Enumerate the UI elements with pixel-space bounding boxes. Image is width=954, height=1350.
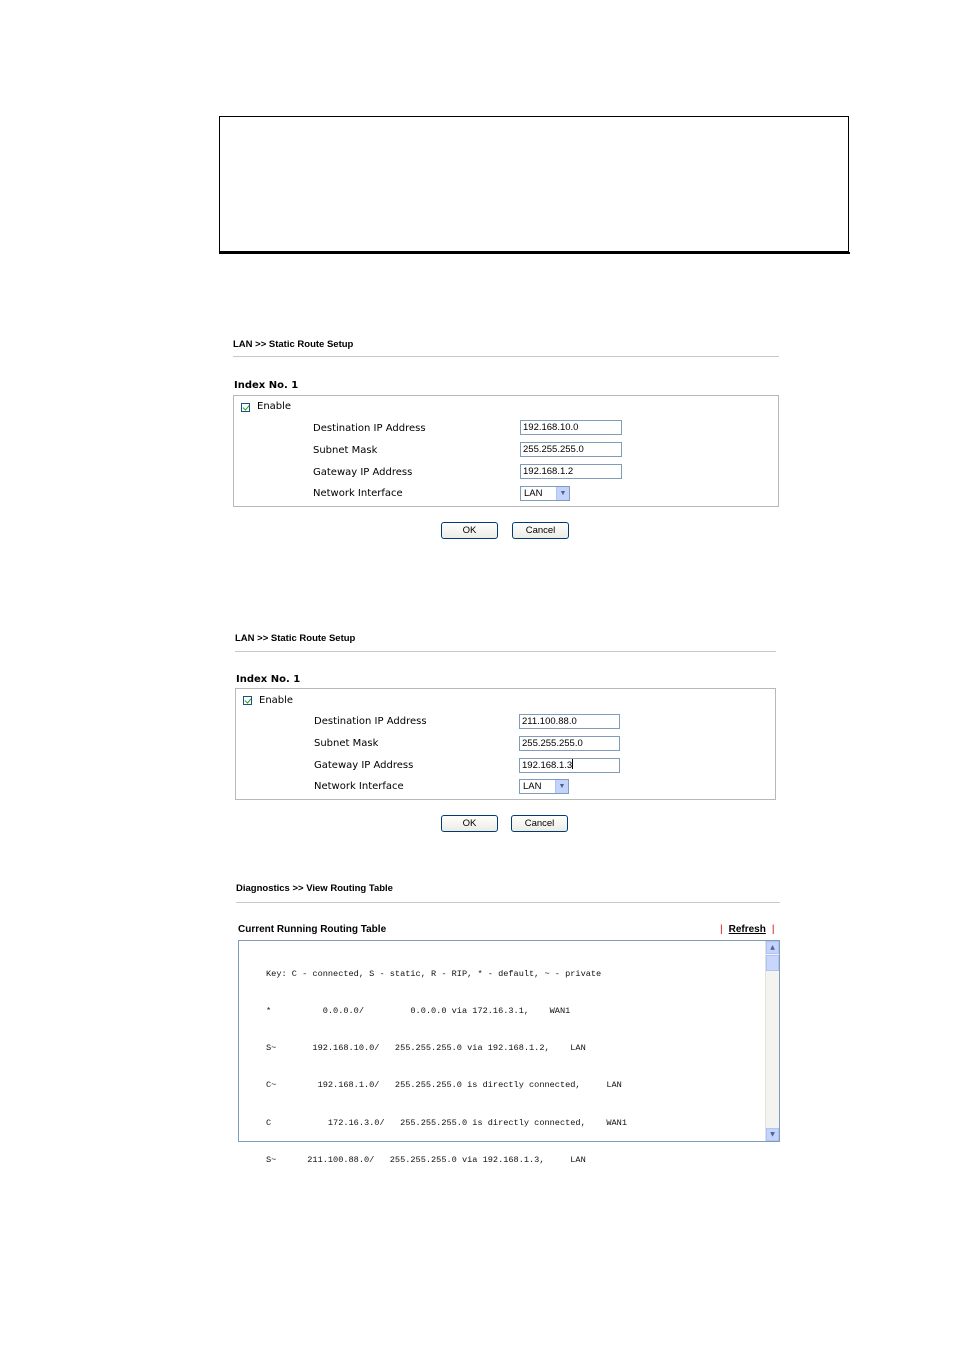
routing-table-textarea[interactable] bbox=[238, 940, 780, 1165]
index-label: Index No. 1 bbox=[236, 674, 301, 685]
routing-table-lines bbox=[266, 943, 627, 1191]
destination-ip-label: Destination IP Address bbox=[314, 716, 427, 727]
refresh-control bbox=[720, 924, 774, 935]
routing-table-panel bbox=[236, 883, 780, 1165]
routing-line: C~ 192.168.1.0/ 255.255.255.0 is directly connected, LAN bbox=[266, 1080, 622, 1091]
vertical-scrollbar[interactable] bbox=[765, 941, 779, 1141]
enable-checkbox[interactable] bbox=[243, 696, 252, 705]
routing-line: S~ 192.168.10.0/ 255.255.255.0 via 192.168.1.2, LAN bbox=[266, 1043, 586, 1054]
cancel-button[interactable]: Cancel bbox=[512, 522, 569, 539]
network-interface-label: Network Interface bbox=[314, 781, 404, 792]
network-interface-label: Network Interface bbox=[313, 488, 403, 499]
ok-button[interactable]: OK bbox=[441, 815, 498, 832]
cancel-button[interactable]: Cancel bbox=[511, 815, 568, 832]
destination-ip-label: Destination IP Address bbox=[313, 423, 426, 434]
enable-label: Enable bbox=[257, 401, 292, 412]
gateway-ip-label: Gateway IP Address bbox=[314, 760, 414, 771]
gateway-ip-input[interactable]: 192.168.1.2 bbox=[520, 464, 622, 479]
scroll-thumb[interactable] bbox=[766, 955, 779, 971]
routing-line: Key: C - connected, S - static, R - RIP, * - default, ~ - private bbox=[266, 968, 602, 979]
scroll-up-icon[interactable]: ▲ bbox=[766, 941, 779, 954]
note-box bbox=[219, 116, 849, 252]
subnet-mask-input[interactable]: 255.255.255.0 bbox=[520, 442, 622, 457]
network-interface-select[interactable] bbox=[520, 486, 570, 501]
destination-ip-input[interactable]: 192.168.10.0 bbox=[520, 420, 622, 435]
routing-line: * 0.0.0.0/ 0.0.0.0 via 172.16.3.1, WAN1 bbox=[266, 1006, 571, 1017]
refresh-link[interactable]: Refresh bbox=[728, 924, 766, 935]
title-divider bbox=[235, 651, 776, 652]
network-interface-value: LAN bbox=[524, 488, 543, 499]
route-fieldset bbox=[233, 395, 779, 507]
route-fieldset bbox=[235, 688, 776, 800]
routing-line: S~ 211.100.88.0/ 255.255.255.0 via 192.168.1.3, LAN bbox=[266, 1154, 586, 1165]
chevron-down-icon[interactable]: ▼ bbox=[556, 487, 569, 500]
ok-button[interactable]: OK bbox=[441, 522, 498, 539]
static-route-panel-1 bbox=[233, 339, 779, 544]
gateway-ip-input[interactable] bbox=[519, 758, 620, 773]
destination-ip-input[interactable]: 211.100.88.0 bbox=[519, 714, 620, 729]
subnet-mask-input[interactable]: 255.255.255.0 bbox=[519, 736, 620, 751]
enable-checkbox[interactable] bbox=[241, 403, 250, 412]
enable-label: Enable bbox=[259, 695, 294, 706]
index-label: Index No. 1 bbox=[234, 380, 299, 391]
static-route-panel-2 bbox=[235, 633, 776, 838]
scroll-down-icon[interactable]: ▼ bbox=[766, 1128, 779, 1141]
subnet-mask-label: Subnet Mask bbox=[314, 738, 379, 749]
text-cursor bbox=[572, 759, 573, 769]
page-title: LAN >> Static Route Setup bbox=[235, 633, 356, 644]
page-title: Diagnostics >> View Routing Table bbox=[236, 883, 393, 894]
routing-table-heading: Current Running Routing Table bbox=[238, 924, 387, 935]
chevron-down-icon[interactable]: ▼ bbox=[555, 780, 568, 793]
network-interface-select[interactable] bbox=[519, 779, 569, 794]
network-interface-value: LAN bbox=[523, 781, 542, 792]
title-divider bbox=[236, 902, 780, 903]
routing-line: C 172.16.3.0/ 255.255.255.0 is directly connected, WAN1 bbox=[266, 1117, 627, 1128]
page-title: LAN >> Static Route Setup bbox=[233, 339, 354, 350]
title-divider bbox=[233, 356, 779, 357]
subnet-mask-label: Subnet Mask bbox=[313, 445, 378, 456]
gateway-ip-label: Gateway IP Address bbox=[313, 467, 413, 478]
separator: | bbox=[771, 924, 775, 935]
gateway-ip-value: 192.168.1.3 bbox=[522, 760, 573, 771]
separator: | bbox=[720, 924, 723, 935]
